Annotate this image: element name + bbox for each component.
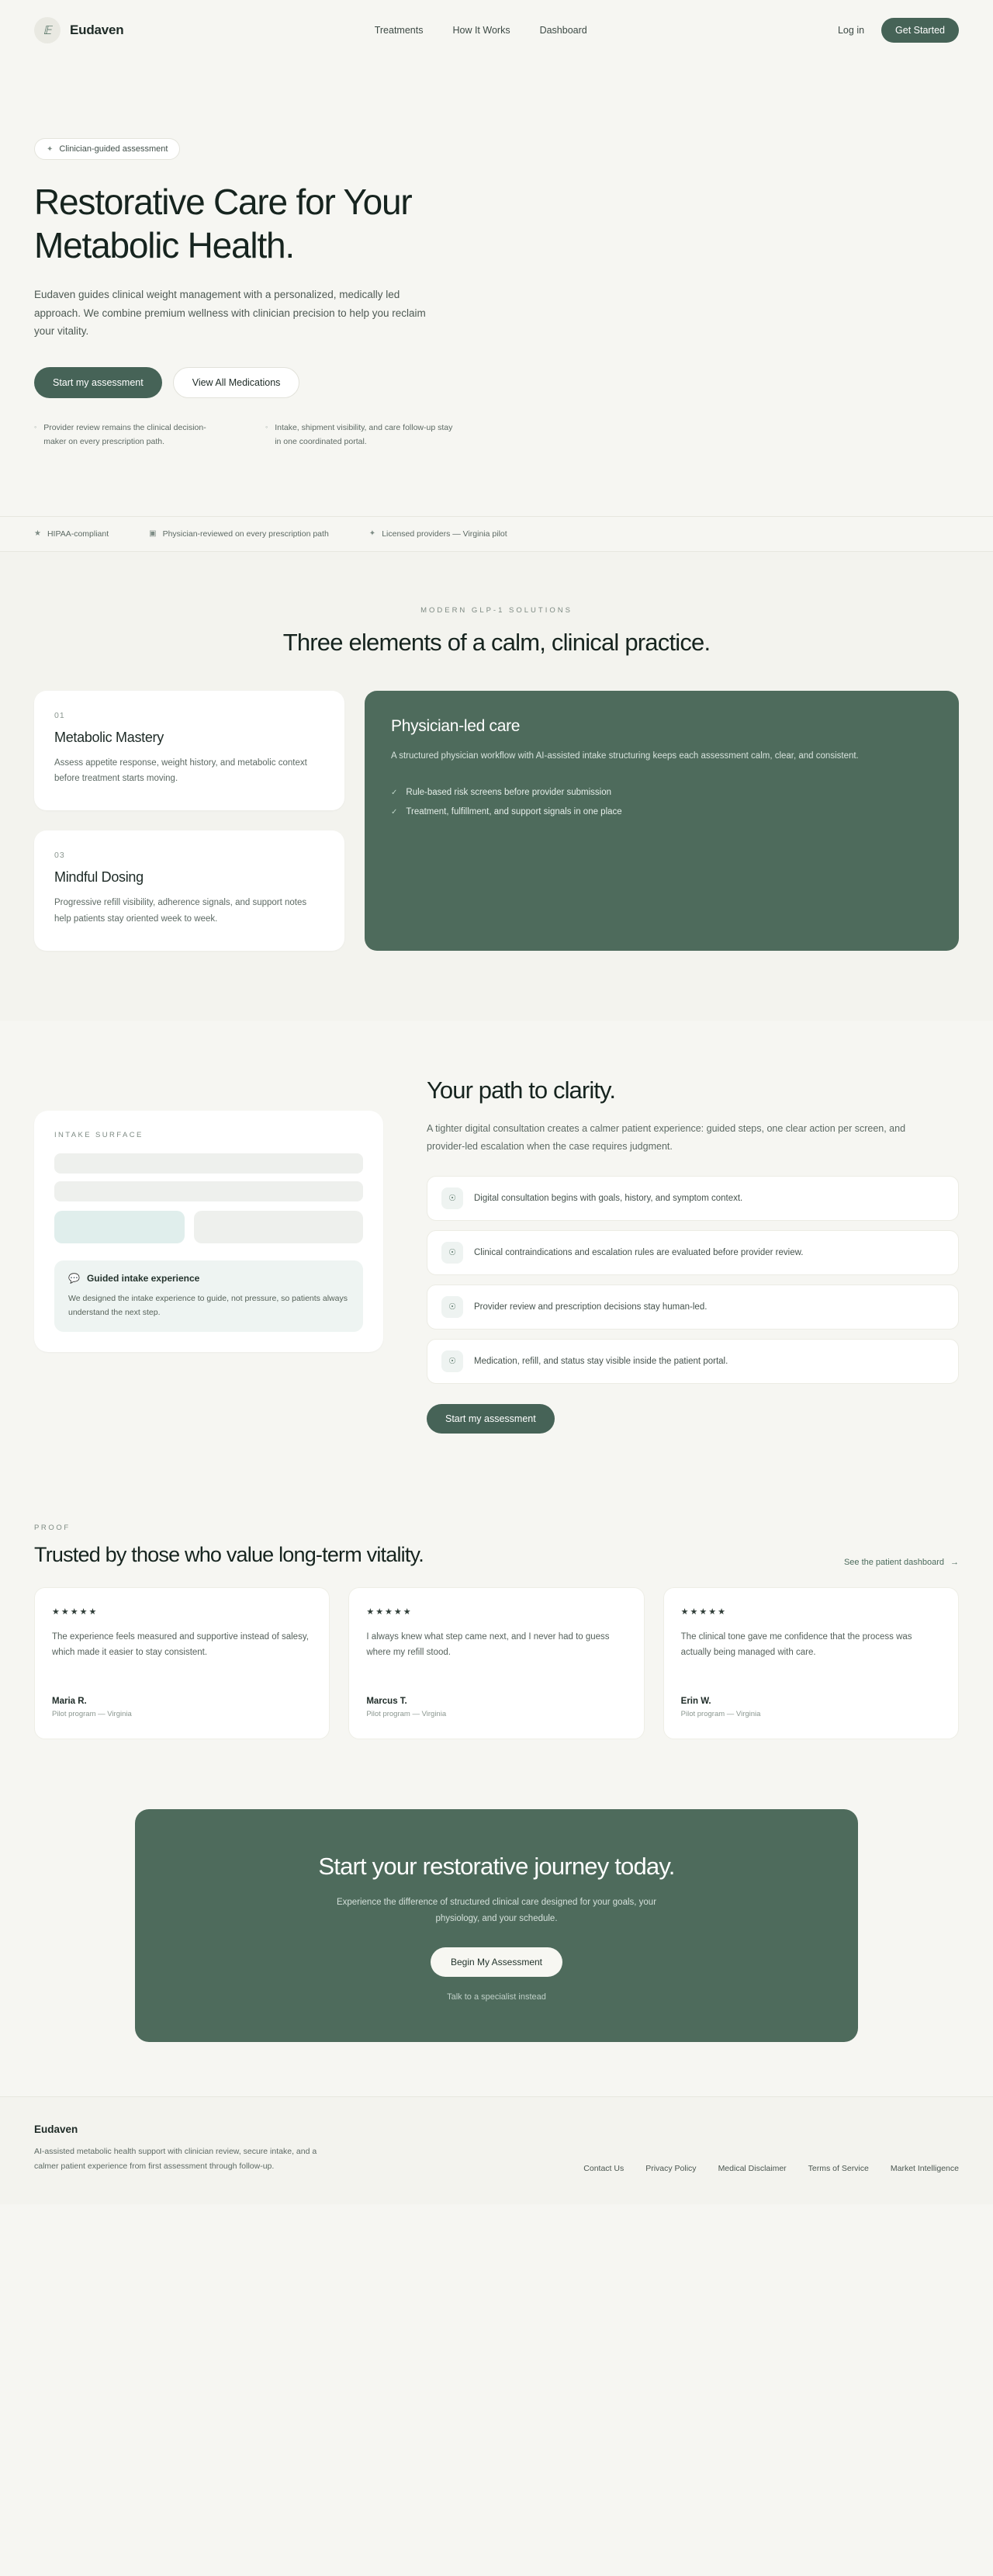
- compass-icon: ☉: [441, 1350, 463, 1372]
- cta-heading: Start your restorative journey today.: [318, 1852, 675, 1880]
- cta-banner: [135, 1809, 858, 2043]
- rating-stars: ★★★★★: [366, 1607, 413, 1617]
- compass-icon: ☉: [441, 1242, 463, 1264]
- rating-stars: ★★★★★: [680, 1607, 727, 1617]
- testimonial-meta: Pilot program — Virginia: [366, 1709, 447, 1718]
- clarity-step-3[interactable]: [427, 1285, 959, 1330]
- bullet-icon: ◦: [34, 423, 37, 432]
- testimonial-name: Erin W.: [680, 1696, 711, 1706]
- view-medications-button[interactable]: View All Medications: [173, 367, 300, 398]
- testimonial-text: The clinical tone gave me confidence that the process was actually being managed with care.: [680, 1631, 912, 1658]
- hero-note: [34, 421, 228, 449]
- hero-section: [0, 61, 993, 449]
- testimonial-card: [34, 1587, 330, 1739]
- hero-actions: [34, 367, 959, 398]
- clarity-cta-row: [427, 1404, 959, 1434]
- footer-links: [583, 2164, 959, 2173]
- compass-icon: ☉: [441, 1187, 463, 1209]
- trust-item-hipaa: [34, 529, 109, 539]
- elements-section: [0, 552, 993, 1021]
- nav-links: [375, 25, 587, 36]
- sparkle-icon: ✦: [47, 144, 54, 154]
- bullet-icon: ◦: [265, 423, 268, 432]
- trust-item-licensed-providers: [369, 529, 507, 539]
- footer-link-contact-us[interactable]: Contact Us: [583, 2164, 625, 2174]
- login-link[interactable]: Log in: [837, 25, 865, 36]
- footer-left: [34, 2124, 329, 2173]
- skeleton-field: [54, 1153, 363, 1174]
- skeleton-field: [54, 1181, 363, 1201]
- checklist-label: Treatment, fulfillment, and support signals in one place: [406, 807, 622, 817]
- proof-eyebrow: PROOF: [34, 1523, 71, 1532]
- trust-item-physician-reviewed: [149, 529, 329, 539]
- clarity-heading: Your path to clarity.: [427, 1076, 616, 1104]
- trust-item-label: Physician-reviewed on every prescription path: [162, 529, 329, 539]
- footer-brand: Eudaven: [34, 2124, 78, 2136]
- start-assessment-button[interactable]: Start my assessment: [34, 367, 162, 398]
- clarity-step-2[interactable]: [427, 1230, 959, 1275]
- compass-icon: ☉: [441, 1296, 463, 1318]
- cta-body: Experience the difference of structured clinical care designed for your goals, your physiology, and your schedule.: [336, 1897, 657, 1924]
- testimonial-text: I always knew what step came next, and I never had to guess where my refill stood.: [366, 1631, 610, 1658]
- check-icon: ✓: [391, 807, 398, 816]
- feature-body: A structured physician workflow with AI-assisted intake structuring keeps each assessment calm, clear, and consistent.: [391, 751, 859, 761]
- feature-title: Physician-led care: [391, 716, 521, 735]
- clarity-step-label: Medication, refill, and status stay visible inside the patient portal.: [474, 1356, 728, 1366]
- testimonial-card: [663, 1587, 959, 1739]
- card-number: 03: [54, 851, 65, 861]
- clarity-step-1[interactable]: [427, 1176, 959, 1221]
- skeleton-tile: [54, 1211, 185, 1243]
- proof-section: [0, 1488, 993, 1786]
- brand-name: Eudaven: [70, 23, 124, 37]
- check-icon: ✓: [391, 788, 398, 797]
- chat-icon: 💬: [68, 1272, 80, 1284]
- trust-item-label: Licensed providers — Virginia pilot: [382, 529, 507, 539]
- checklist-label: Rule-based risk screens before provider submission: [406, 788, 612, 798]
- leaf-icon: 𝔼: [34, 17, 61, 43]
- page-title: Restorative Care for Your Metabolic Health.: [34, 182, 412, 266]
- guided-intake-body: We designed the intake experience to guide, not pressure, so patients always understand the next step.: [68, 1293, 348, 1317]
- checklist-item: [391, 788, 932, 797]
- nav-item-how-it-works[interactable]: How It Works: [452, 25, 510, 36]
- hero-subtitle: Eudaven guides clinical weight management with a personalized, medically led approach. We combine premium wellness with clinician precision to help you reclaim your vitality.: [34, 289, 426, 338]
- element-card-metabolic-mastery[interactable]: [34, 691, 344, 810]
- get-started-button[interactable]: Get Started: [881, 18, 959, 43]
- elements-column: [34, 691, 344, 951]
- rating-stars: ★★★★★: [52, 1607, 99, 1617]
- card-title: Mindful Dosing: [54, 869, 144, 886]
- hero-chip: [34, 138, 180, 160]
- cta-section: [0, 1786, 993, 2097]
- feature-checklist: [391, 788, 932, 816]
- footer-description: AI-assisted metabolic health support with clinician review, secure intake, and a calmer patient experience from first assessment through follow-up.: [34, 2147, 317, 2171]
- testimonial-meta: Pilot program — Virginia: [680, 1709, 761, 1718]
- clarity-step-label: Digital consultation begins with goals, history, and symptom context.: [474, 1193, 743, 1203]
- clarity-step-label: Provider review and prescription decisions stay human-led.: [474, 1302, 708, 1312]
- proof-heading: Trusted by those who value long-term vitality.: [34, 1542, 424, 1566]
- testimonial-name: Marcus T.: [366, 1696, 407, 1706]
- clarity-start-assessment-button[interactable]: Start my assessment: [427, 1404, 555, 1434]
- testimonial-text: The experience feels measured and supportive instead of salesy, which made it easier to stay consistent.: [52, 1631, 309, 1658]
- clarity-step-label: Clinical contraindications and escalation rules are evaluated before provider review.: [474, 1247, 804, 1257]
- clarity-section: [0, 1021, 993, 1488]
- hero-chip-label: Clinician-guided assessment: [59, 144, 168, 154]
- badge-icon: ✦: [368, 529, 376, 539]
- clarity-lead: A tighter digital consultation creates a calmer patient experience: guided steps, one clear action per screen, and provider-led escalation when the case requires judgment.: [427, 1122, 906, 1152]
- section-eyebrow: MODERN GLP-1 SOLUTIONS: [420, 605, 573, 615]
- patient-dashboard-link[interactable]: [844, 1558, 959, 1567]
- patient-dashboard-link-label: See the patient dashboard: [843, 1557, 944, 1567]
- footer-link-terms-of-service[interactable]: Terms of Service: [808, 2164, 869, 2174]
- trust-bar: [0, 516, 993, 552]
- intake-surface-card: [34, 1111, 383, 1353]
- testimonial-meta: Pilot program — Virginia: [52, 1709, 132, 1718]
- trust-item-label: HIPAA-compliant: [47, 529, 109, 539]
- skeleton-tile: [194, 1211, 363, 1243]
- testimonial-list: [34, 1587, 959, 1739]
- testimonial-name: Maria R.: [52, 1696, 87, 1706]
- hero-note-text: Provider review remains the clinical decision-maker on every prescription path.: [43, 423, 206, 446]
- nav-item-dashboard[interactable]: Dashboard: [539, 25, 587, 36]
- clarity-steps: [427, 1176, 959, 1384]
- clipboard-icon: ▣: [149, 529, 157, 539]
- element-card-physician-led-care[interactable]: [365, 691, 959, 951]
- elements-grid: [34, 691, 959, 951]
- card-body: Assess appetite response, weight history, and metabolic context before treatment starts moving.: [54, 758, 307, 784]
- guided-intake-callout: [54, 1260, 363, 1333]
- card-title: Metabolic Mastery: [54, 729, 164, 745]
- card-body: Progressive refill visibility, adherence signals, and support notes help patients stay oriented week to week.: [54, 898, 307, 924]
- guided-intake-header: [68, 1273, 349, 1284]
- element-card-mindful-dosing[interactable]: [34, 830, 344, 950]
- testimonial-card: [348, 1587, 644, 1739]
- arrow-right-icon: →: [950, 1557, 959, 1567]
- clarity-content: [427, 1077, 959, 1434]
- intake-surface-label: INTAKE SURFACE: [54, 1130, 144, 1139]
- hero-note-text: Intake, shipment visibility, and care follow-up stay in one coordinated portal.: [275, 423, 453, 446]
- proof-header: [34, 1543, 959, 1567]
- top-navbar: [0, 0, 993, 61]
- footer-link-privacy-policy[interactable]: Privacy Policy: [645, 2164, 697, 2174]
- begin-assessment-button[interactable]: Begin My Assessment: [431, 1947, 562, 1977]
- footer: [0, 2096, 993, 2204]
- skeleton-row: [54, 1211, 363, 1243]
- footer-link-medical-disclaimer[interactable]: Medical Disclaimer: [718, 2164, 787, 2174]
- clarity-step-4[interactable]: [427, 1339, 959, 1384]
- guided-intake-title: Guided intake experience: [86, 1272, 200, 1284]
- hero-note: [265, 421, 459, 449]
- nav-item-treatments[interactable]: Treatments: [374, 25, 424, 36]
- card-number: 01: [54, 710, 65, 720]
- checklist-item: [391, 807, 932, 816]
- shield-icon: ★: [34, 529, 41, 539]
- talk-to-specialist-link[interactable]: Talk to a specialist instead: [447, 1992, 546, 2002]
- brand[interactable]: [34, 17, 123, 43]
- section-heading: Three elements of a calm, clinical practice.: [282, 628, 711, 656]
- footer-link-market-intelligence[interactable]: Market Intelligence: [890, 2164, 959, 2174]
- hero-notes: [34, 421, 515, 449]
- nav-actions: [838, 18, 959, 43]
